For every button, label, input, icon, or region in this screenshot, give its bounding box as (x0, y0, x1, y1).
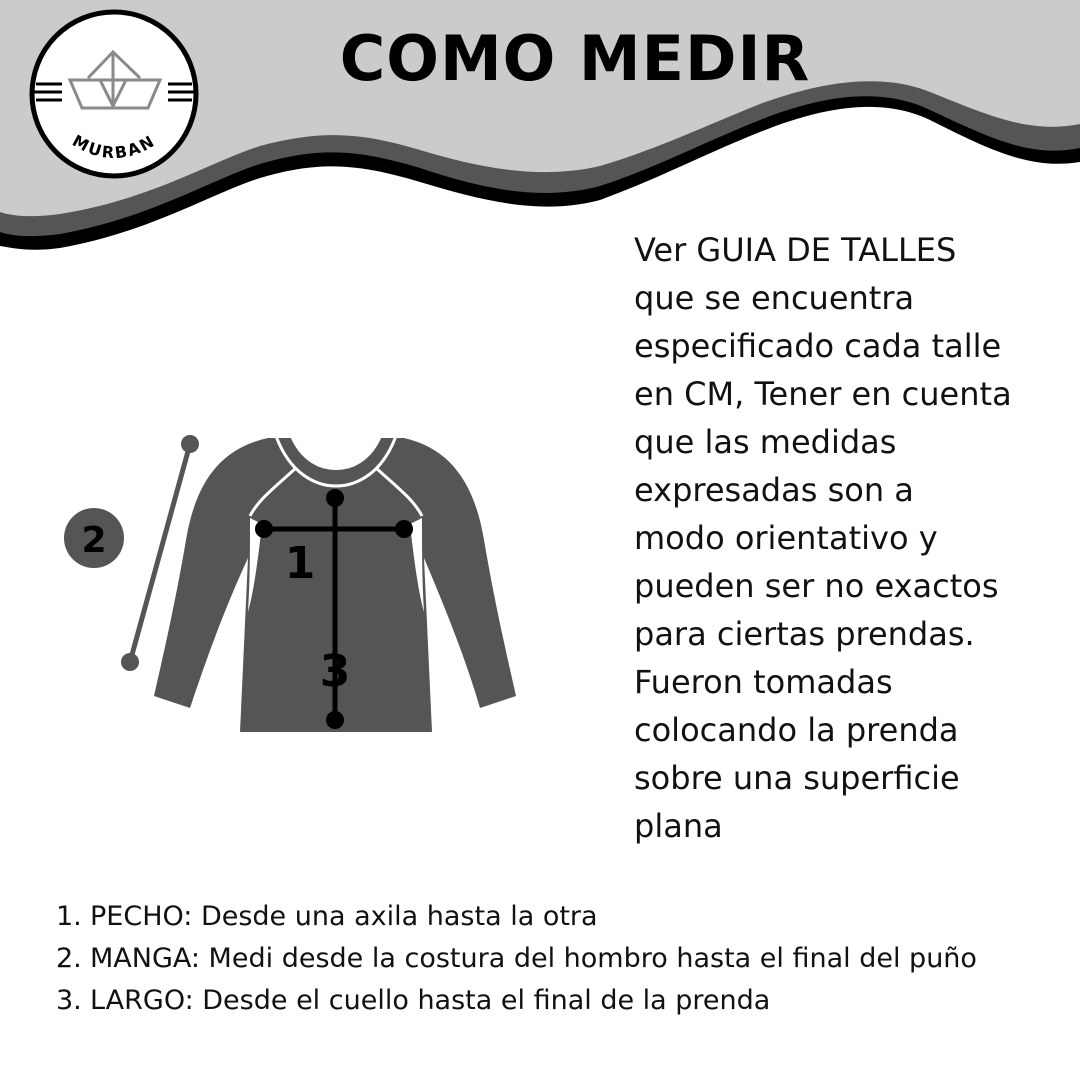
note-line: sobre una superficie (634, 759, 960, 797)
note-line: expresadas son a (634, 471, 914, 509)
list-item (56, 980, 1066, 1022)
list-item (56, 938, 1066, 980)
note-line: en CM, Tener en cuenta (634, 375, 1012, 413)
measurement-steps (56, 896, 1066, 1022)
step-text: PECHO: Desde una axila hasta la otra (90, 901, 598, 932)
step-number: 2. (56, 943, 82, 974)
size-guide-note (634, 226, 1064, 850)
length-label: 3 (319, 646, 351, 697)
chest-label: 1 (284, 538, 316, 589)
sleeve-label: 2 (81, 520, 107, 561)
list-item (56, 896, 1066, 938)
shirt-diagram (64, 435, 516, 732)
step-number: 3. (56, 985, 82, 1016)
step-number: 1. (56, 901, 82, 932)
note-line: Ver GUIA DE TALLES (634, 231, 957, 269)
note-line: especificado cada talle (634, 327, 1002, 365)
logo-text: MURBAN (69, 130, 159, 163)
note-line: que se encuentra (634, 279, 915, 317)
page-title: COMO MEDIR (339, 22, 811, 95)
note-line: para ciertas prendas. (634, 615, 975, 653)
note-line: que las medidas (634, 423, 897, 461)
note-line: Fueron tomadas (634, 663, 893, 701)
note-line: pueden ser no exactos (634, 567, 999, 605)
note-line: modo orientativo y (634, 519, 938, 557)
note-line: colocando la prenda (634, 711, 959, 749)
step-text: MANGA: Medi desde la costura del hombro hasta el final del puño (90, 943, 977, 974)
step-text: LARGO: Desde el cuello hasta el final de la prenda (90, 985, 771, 1016)
note-line: plana (634, 807, 723, 845)
